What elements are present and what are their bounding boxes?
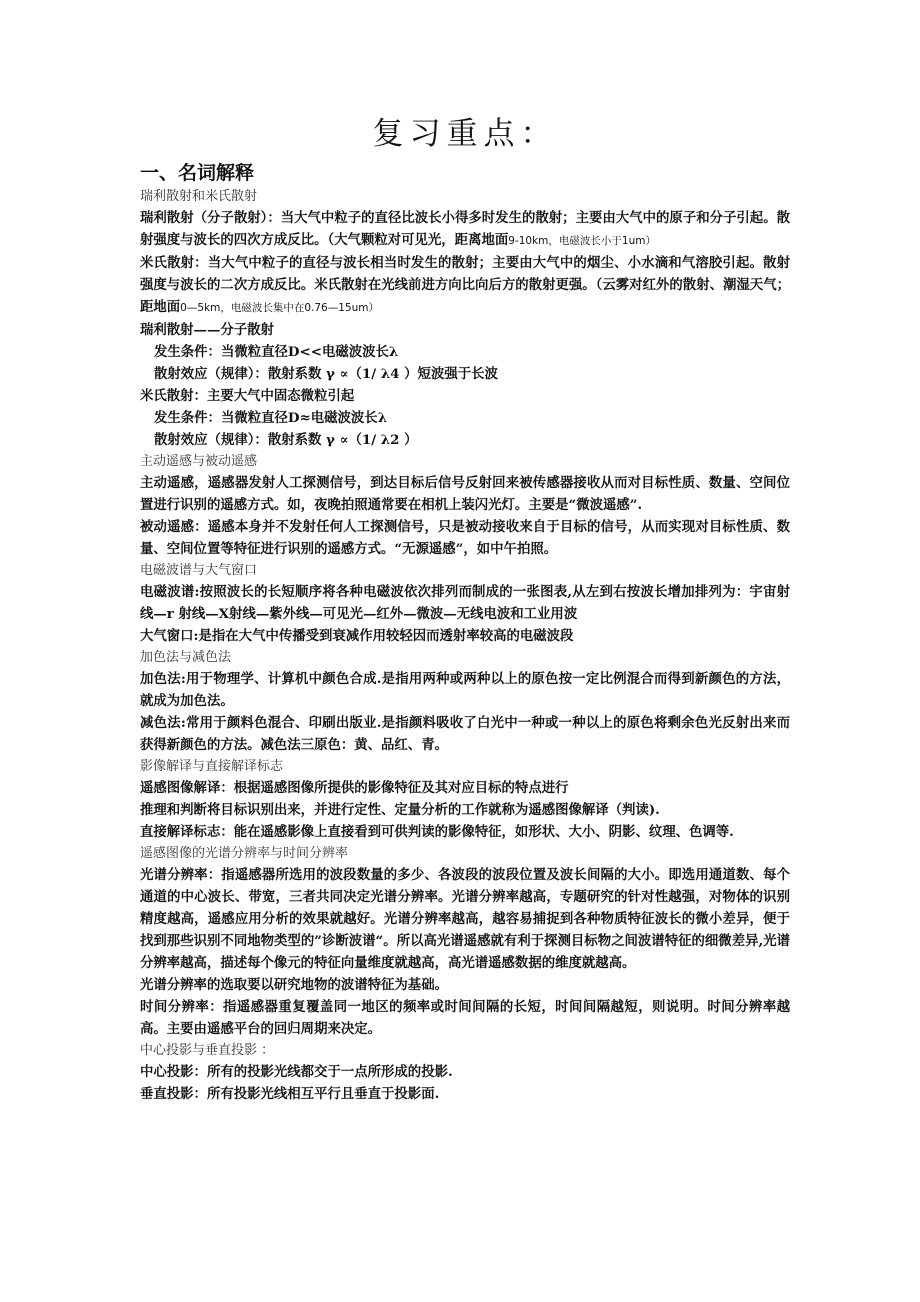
- line-rayleigh-summary: 瑞利散射——分子散射: [140, 322, 274, 338]
- paragraph-passive: 被动遥感：遥感本身并不发射任何人工探测信号，只是被动接收来自于目标的信号，从而实现对目标性质、数量、空间位置等特征进行识别的遥感方式。“无源遥感”，如中午拍照。: [140, 519, 790, 557]
- paragraph-spectrum: 电磁波谱:按照波长的长短顺序将各种电磁波依次排列而制成的一张图表,从左到右按波长增加排列为：宇宙射线—r 射线—X射线—紫外线—可见光—红外—微波—无线电波和工业用波: [140, 584, 790, 622]
- paragraph-temporal-resolution: 时间分辨率：指遥感器重复覆盖同一地区的频率或时间间隔的长短，时间间隔越短，则说明。时间分辨率越高。主要由遥感平台的回归周期来决定。: [140, 999, 790, 1037]
- paragraph-central-projection: 中心投影：所有的投影光线都交于一点所形成的投影.: [140, 1064, 453, 1080]
- line-effect: 散射效应（规律）：散射系数 γ ∝（1/ λ2 ）: [154, 432, 418, 448]
- section-heading: 一、名词解释: [140, 162, 255, 184]
- line-condition: 发生条件：当微粒直径D≈电磁波波长λ: [154, 410, 388, 426]
- paragraph-rayleigh: [140, 207, 790, 252]
- paragraph-active: 主动遥感，遥感器发射人工探测信号，到达目标后信号反射回来被传感器接收从而对目标性质、数量、空间位置进行识别的遥感方式。如，夜晚拍照通常要在相机上装闪光灯。主要是“微波遥感”.: [140, 475, 790, 513]
- document-page: [140, 0, 790, 1105]
- subheading-color: 加色法与减色法: [140, 650, 232, 665]
- line-condition: 发生条件：当微粒直径D<<电磁波波长λ: [154, 344, 399, 360]
- paragraph-text: 瑞利散射（分子散射）：当大气中粒子的直径比波长小得多时发生的散射；主要由大气中的原子和分子引起。散射强度与波长的四次方成反比。（大气颗粒对可见光，距离地面: [140, 210, 790, 248]
- subheading-active-passive: 主动遥感与被动遥感: [140, 454, 258, 469]
- paragraph-direct-marks: 直接解译标志：能在遥感影像上直接看到可供判读的影像特征，如形状、大小、阴影、纹理、色调等.: [140, 824, 734, 840]
- paragraph-mie: [140, 252, 790, 319]
- paragraph-vertical-projection: 垂直投影：所有投影光线相互平行且垂直于投影面.: [140, 1086, 440, 1102]
- subheading-interpretation: 影像解译与直接解译标志: [140, 759, 284, 774]
- paragraph-interpretation-cont: 推理和判断将目标识别出来，并进行定性、定量分析的工作就称为遥感图像解译（判读).: [140, 802, 660, 818]
- line-effect: 散射效应（规律）：散射系数 γ ∝（1/ λ4 ）短波强于长波: [154, 366, 498, 382]
- paragraph-additive: 加色法:用于物理学、计算机中颜色合成.是指用两种或两种以上的原色按一定比例混合而得到新颜色的方法，就成为加色法。: [140, 671, 790, 709]
- paragraph-subtractive: 减色法:常用于颜料色混合、印刷出版业.是指颜料吸收了白光中一种或一种以上的原色将剩余色光反射出来而获得新颜色的方法。减色法三原色：黄、品红、青。: [140, 715, 790, 753]
- paragraph-spectral-resolution: 光谱分辨率：指遥感器所选用的波段数量的多少、各波段的波段位置及波长间隔的大小。即选用通道数、每个通道的中心波长、带宽，三者共同决定光谱分辨率。光谱分辨率越高，专题研究的针对性越强，对物体的识别精度越高，遥感应用分析的效果就越好。光谱分辨率越高，越容易捕捉到各种物质特征波长的微小差异，便于找到那些识别不同地物类型的”诊断波谱“。所以高光谱遥感就有利于探测目标物之间波谱特征的细微差异,光谱分辨率越高，描述每个像元的特征向量维度就越高，高光谱遥感数据的维度就越高。: [140, 867, 790, 971]
- subheading-spectrum: 电磁波谱与大气窗口: [140, 563, 258, 578]
- paragraph-note: 9-10km，电磁波长小于1um）: [508, 235, 656, 247]
- page-title: 复习重点：: [372, 116, 558, 152]
- paragraph-spectral-basis: 光谱分辨率的选取要以研究地物的波谱特征为基础。: [140, 977, 448, 993]
- paragraph-interpretation: 遥感图像解译：根据遥感图像所提供的影像特征及其对应目标的特点进行: [140, 780, 569, 796]
- paragraph-window: 大气窗口:是指在大气中传播受到衰减作用较轻因而透射率较高的电磁波段: [140, 628, 574, 644]
- subheading-scattering: 瑞利散射和米氏散射: [140, 189, 258, 204]
- subheading-projection: 中心投影与垂直投影 ：: [140, 1043, 275, 1058]
- paragraph-text: 米氏散射：当大气中粒子的直径与波长相当时发生的散射；主要由大气中的烟尘、小水滴和气溶胶引起。散射强度与波长的二次方成反比。米氏散射在光线前进方向比向后方的散射更强。（云雾对红外的散射、潮湿天气；距地面: [140, 255, 790, 315]
- line-mie-summary: 米氏散射：主要大气中固态微粒引起: [140, 388, 355, 404]
- paragraph-note: 0—5km，电磁波长集中在0.76—15um）: [180, 302, 379, 314]
- subheading-resolution: 遥感图像的光谱分辨率与时间分辨率: [140, 846, 349, 861]
